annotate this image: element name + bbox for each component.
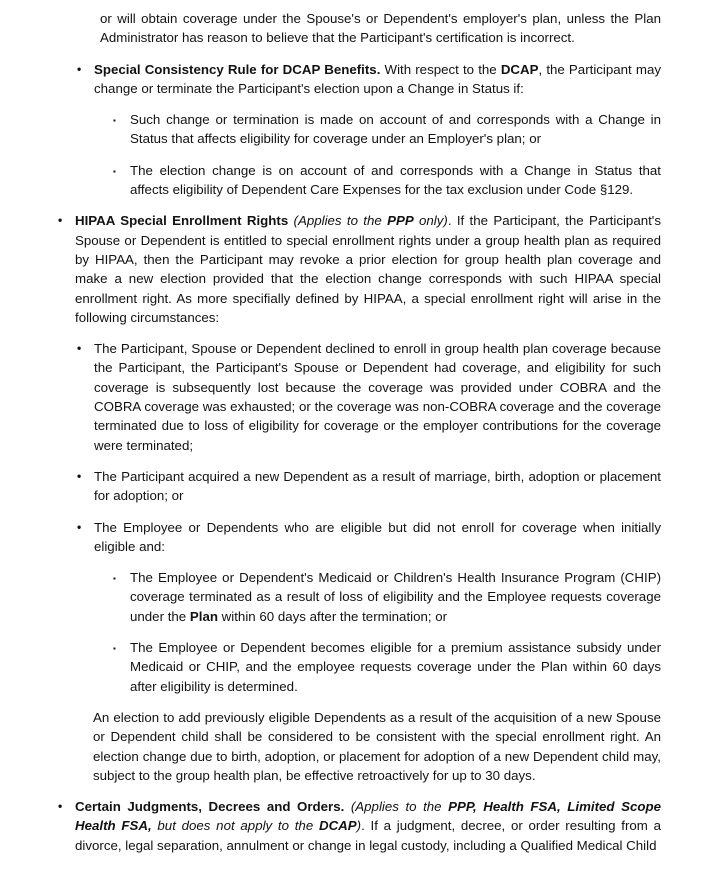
paragraph-text (75, 799, 661, 853)
paragraph (113, 110, 661, 149)
paragraph (77, 467, 661, 506)
text-run: (Applies to the (350, 799, 449, 815)
paragraph (113, 161, 661, 200)
paragraph-text (75, 213, 661, 324)
text-run: The Employee or Dependents who are eligible but did not enroll for coverage when initially eligible and: (94, 519, 661, 554)
bullet-square-icon: ▪ (113, 116, 116, 126)
paragraph-text (130, 570, 661, 624)
text-run: Plan (189, 608, 218, 624)
paragraph (77, 60, 661, 99)
text-run: only) (413, 213, 448, 229)
text-run: ) (356, 818, 362, 834)
text-run: DCAP (500, 61, 539, 77)
text-run: but does not apply to the (151, 818, 319, 834)
paragraph (77, 339, 661, 455)
paragraph-text (130, 112, 661, 146)
bullet-disc-icon: • (77, 468, 82, 483)
paragraph-text (130, 163, 661, 197)
bullet-disc-icon: • (58, 213, 63, 228)
bullet-disc-icon: • (77, 61, 82, 76)
text-run: The Employee or Dependent becomes eligible for a premium assistance subsidy under Medicaid or CHIP, and the employee requests coverage under the Plan within 60 days after eligibility is determined. (130, 640, 661, 694)
paragraph-text (94, 520, 661, 554)
text-run: Special Consistency Rule for DCAP Benefits. (94, 61, 381, 77)
document-content (0, 9, 661, 855)
bullet-disc-icon: • (77, 341, 82, 356)
paragraph (58, 797, 662, 855)
paragraph-text (130, 640, 661, 694)
bullet-disc-icon: • (58, 799, 63, 814)
paragraph-text (100, 11, 661, 45)
bullet-square-icon: ▪ (113, 574, 116, 584)
bullet-square-icon: ▪ (113, 644, 116, 654)
text-run: Such change or termination is made on account of and corresponds with a Change in Status that affects eligibility for coverage under an Employer's plan; or (130, 112, 661, 147)
bullet-disc-icon: • (77, 519, 82, 534)
text-run: Certain Judgments, Decrees and Orders. (75, 799, 351, 815)
paragraph-text (94, 62, 661, 96)
text-run: . If a judgment, decree, or order resulting from a divorce, legal separation, annulment or change in legal custody, including a Qualified Medical Child (75, 818, 662, 853)
text-run: The Employee or Dependent's Medicaid or Children's Health Insurance Program (CHIP) coverage terminated as a result of loss of eligibility and the Employee requests coverage under the (130, 570, 661, 624)
text-run: HIPAA Special Enrollment Rights (75, 213, 294, 229)
text-run: , the Participant may change or terminate the Participant's election upon a Change in Status if: (94, 61, 661, 96)
bullet-square-icon: ▪ (113, 166, 116, 176)
text-run: PPP (387, 213, 414, 229)
text-run: DCAP (318, 818, 357, 834)
paragraph-text (94, 341, 661, 452)
text-run: The Participant acquired a new Dependent as a result of marriage, birth, adoption or placement for adoption; or (94, 468, 661, 504)
text-run: (Applies to the (293, 213, 388, 229)
text-run: With respect to the (380, 61, 501, 77)
text-run: The Participant, Spouse or Dependent declined to enroll in group health plan coverage because the Participant, the Participant's Spouse or Dependent had coverage, and eligibility for such coverage is subsequently lost because the coverage was provided under COBRA and the COBRA coverage was exhausted; or the coverage was non-COBRA coverage and the coverage terminated due to loss of eligibility for coverage or the employer contributions for the coverage were terminated; (94, 341, 661, 453)
text-run: An election to add previously eligible Dependents as a result of the acquisition of a new Spouse or Dependent child shall be considered to be consistent with the special enrollment right. An election change due to birth, adoption, or placement for adoption of a new Dependent child may, subject to the group health plan, be effective retroactively for up to 30 days. (93, 709, 661, 783)
paragraph (93, 708, 661, 785)
text-run: or will obtain coverage under the Spouse's or Dependent's employer's plan, unless the Plan Administrator has reason to believe that the Participant's certification is incorrect. (100, 11, 661, 46)
paragraph (113, 638, 661, 696)
paragraph (113, 568, 661, 626)
text-run: within 60 days after the termination; or (217, 608, 448, 624)
text-run: . If the Participant, the Participant's Spouse or Dependent is entitled to special enrollment rights under a group health plan as required by HIPAA, then the Participant may revoke a prior election for group health plan coverage and make a new election provided that the election change corresponds with such HIPAA special enrollment right. As more specifially defined by HIPAA, a special enrollment right will arise in the following circumstances: (75, 213, 661, 325)
text-run: PPP, Health FSA, Limited Scope Health FSA, (75, 799, 661, 834)
paragraph-text (93, 710, 661, 783)
text-run: The election change is on account of and corresponds with a Change in Status that affects eligibility of Dependent Care Expenses for the tax exclusion under Code §129. (130, 162, 661, 198)
paragraph (77, 518, 661, 557)
paragraph (58, 211, 661, 327)
paragraph (100, 9, 661, 48)
paragraph-text (94, 469, 661, 503)
